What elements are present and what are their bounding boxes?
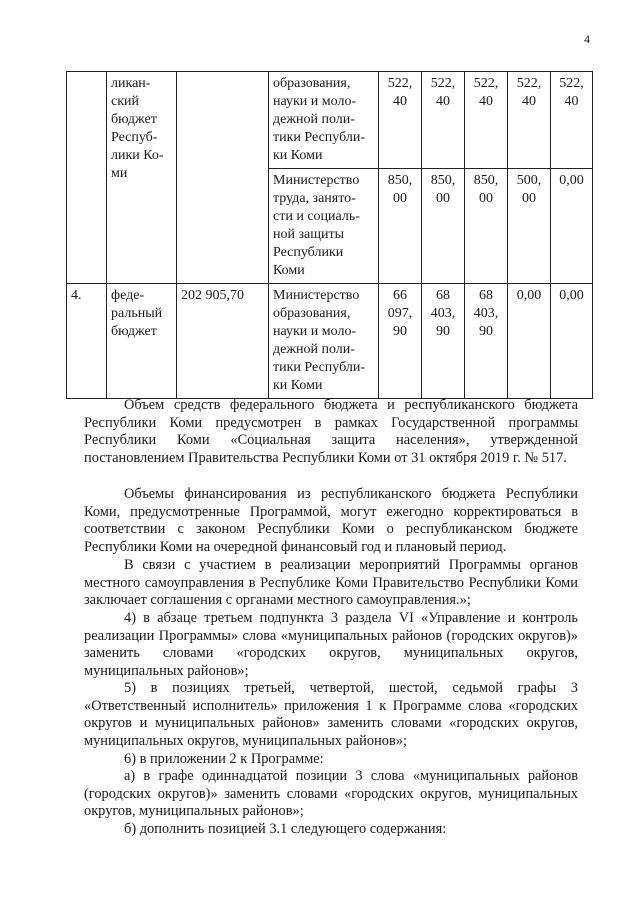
value-cell: 522, 40 — [422, 72, 465, 169]
executor-cell: образования, науки и моло- дежной поли- тики Республи- ки Коми — [269, 72, 379, 169]
paragraph-financing-adjustment: Объемы финансирования из республиканского бюджета Республики Коми, предусмотренные Программой, могут ежегодно корректироваться в соответствии с законом Республики Коми о республиканском бюджете Республики Коми на очередной финансовый год и плановый период. — [84, 486, 578, 555]
value-cell: 500, 00 — [508, 169, 551, 284]
value-cell: 522, 40 — [551, 72, 593, 169]
paragraph-item-6a: а) в графе одиннадцатой позиции 3 слова «муниципальных районов (городских округов)» заменить словами «городских округов, муниципальных округов, муниципальных районов»; — [84, 768, 578, 820]
value-cell: 522, 40 — [508, 72, 551, 169]
value-cell: 68 403, 90 — [465, 284, 508, 399]
budget-source-cell: феде- ральный бюджет — [107, 284, 177, 399]
paragraph-item-6b: б) дополнить позицией 3.1 следующего содержания: — [124, 821, 447, 837]
value-cell: 0,00 — [508, 284, 551, 399]
value-cell: 522, 40 — [379, 72, 422, 169]
value-cell: 0,00 — [551, 284, 593, 399]
total-amount-cell — [177, 72, 269, 284]
table-row — [67, 284, 593, 399]
table-row — [67, 72, 593, 169]
value-cell: 68 403, 90 — [422, 284, 465, 399]
value-cell: 522, 40 — [465, 72, 508, 169]
value-cell: 850, 00 — [465, 169, 508, 284]
page-number: 4 — [584, 32, 590, 46]
value-cell: 66 097, 90 — [379, 284, 422, 399]
paragraph-local-government: В связи с участием в реализации мероприятий Программы органов местного самоуправления в Республике Коми Правительство Республики Коми заключает соглашения с органами местного самоуправления.»; — [84, 557, 578, 609]
paragraph-item-5: 5) в позициях третьей, четвертой, шестой, седьмой графы 3 «Ответственный исполнитель» приложения 1 к Программе слова «городских округов и муниципальных районов» заменить словами «городских округов, муниципальных округов, муниципальных районов»; — [84, 680, 578, 749]
value-cell: 0,00 — [551, 169, 593, 284]
financing-table — [66, 71, 593, 399]
value-cell: 850, 00 — [379, 169, 422, 284]
row-number-cell: 4. — [67, 284, 107, 399]
row-number-cell — [67, 72, 107, 284]
budget-source-cell: ликан- ский бюджет Респуб- лики Ко- ми — [107, 72, 177, 284]
executor-cell: Министерство труда, занято- сти и социаль- ной защиты Республики Коми — [269, 169, 379, 284]
total-amount-cell: 202 905,70 — [177, 284, 269, 399]
value-cell: 850, 00 — [422, 169, 465, 284]
paragraph-budget-volume: Объем средств федерального бюджета и республиканского бюджета Республики Коми предусмотрен в рамках Государственной программы Республики Коми «Социальная защита населения», утвержденной постановлением Правительства Республики Коми от 31 октября 2019 г. № 517. — [84, 397, 578, 466]
executor-cell: Министерство образования, науки и моло- дежной поли- тики Республи- ки Коми — [269, 284, 379, 399]
paragraph-item-4: 4) в абзаце третьем подпункта 3 раздела VI «Управление и контроль реализации Программы» слова «муниципальных районов (городских округов)» заменить словами «городских округов, муниципальных округов, муниципальных районов»; — [84, 610, 578, 679]
paragraph-item-6: 6) в приложении 2 к Программе: — [124, 751, 324, 767]
